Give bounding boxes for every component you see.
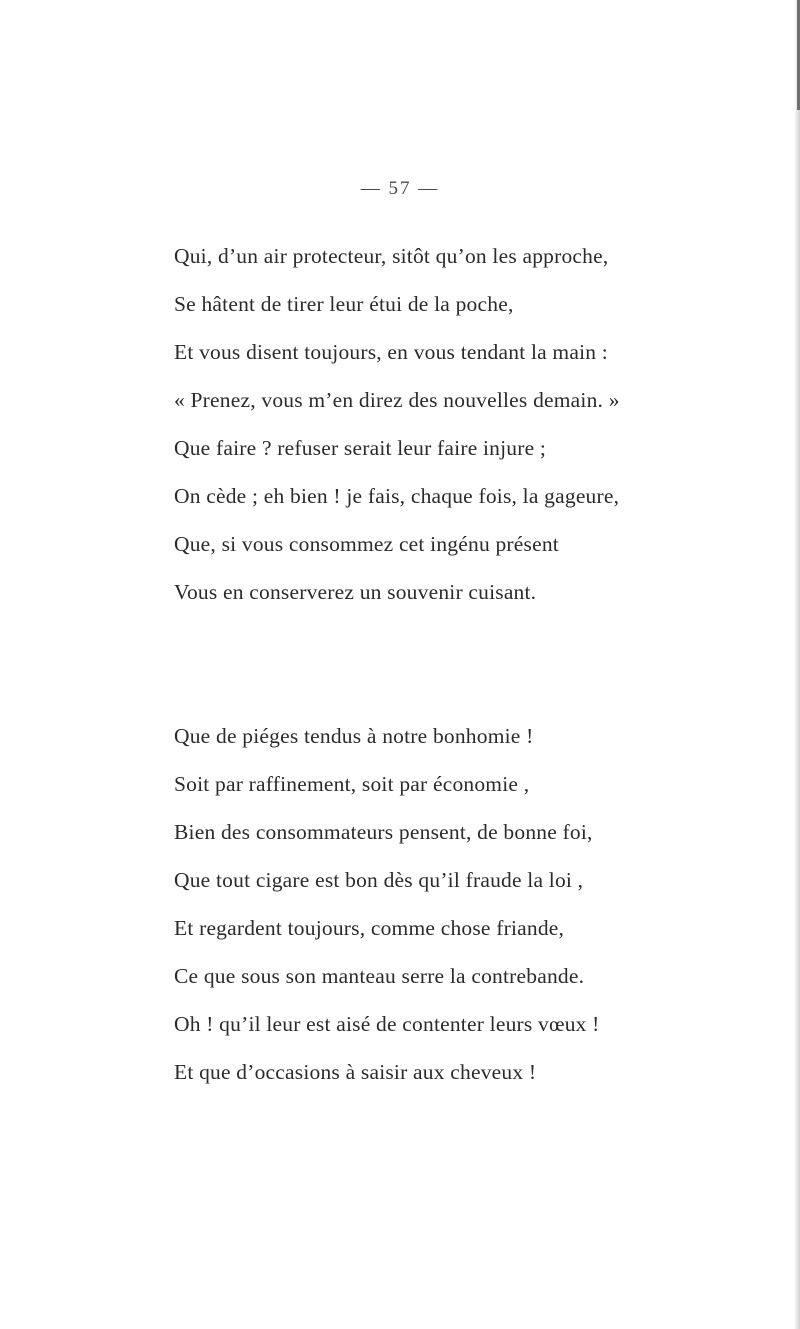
stanza-1 bbox=[174, 232, 774, 616]
verse-line: Bien des consommateurs pensent, de bonne foi, bbox=[174, 820, 593, 844]
verse-line: « Prenez, vous m’en direz des nouvelles demain. » bbox=[174, 388, 620, 412]
stanza-2 bbox=[174, 712, 774, 1096]
verse-line: Et regardent toujours, comme chose friande, bbox=[174, 916, 565, 940]
verse-line: Et que d’occasions à saisir aux cheveux ! bbox=[174, 1060, 537, 1084]
verse-line: Que, si vous consommez cet ingénu présent bbox=[174, 532, 559, 556]
verse-line: Oh ! qu’il leur est aisé de contenter leurs vœux ! bbox=[174, 1012, 600, 1036]
verse-line: Qui, d’un air protecteur, sitôt qu’on les approche, bbox=[174, 244, 609, 268]
verse-line: Que faire ? refuser serait leur faire injure ; bbox=[174, 436, 547, 460]
verse-line: Que de piéges tendus à notre bonhomie ! bbox=[174, 724, 534, 748]
verse-line: Soit par raffinement, soit par économie , bbox=[174, 772, 530, 796]
page-number: — 57 — bbox=[360, 178, 440, 199]
verse-line: On cède ; eh bien ! je fais, chaque fois, la gageure, bbox=[174, 484, 620, 508]
verse-line: Que tout cigare est bon dès qu’il fraude la loi , bbox=[174, 868, 584, 892]
verse-line: Et vous disent toujours, en vous tendant la main : bbox=[174, 340, 608, 364]
verse-line: Ce que sous son manteau serre la contrebande. bbox=[174, 964, 585, 988]
verse-line: Vous en conserverez un souvenir cuisant. bbox=[174, 580, 537, 604]
verse-line: Se hâtent de tirer leur étui de la poche, bbox=[174, 292, 514, 316]
